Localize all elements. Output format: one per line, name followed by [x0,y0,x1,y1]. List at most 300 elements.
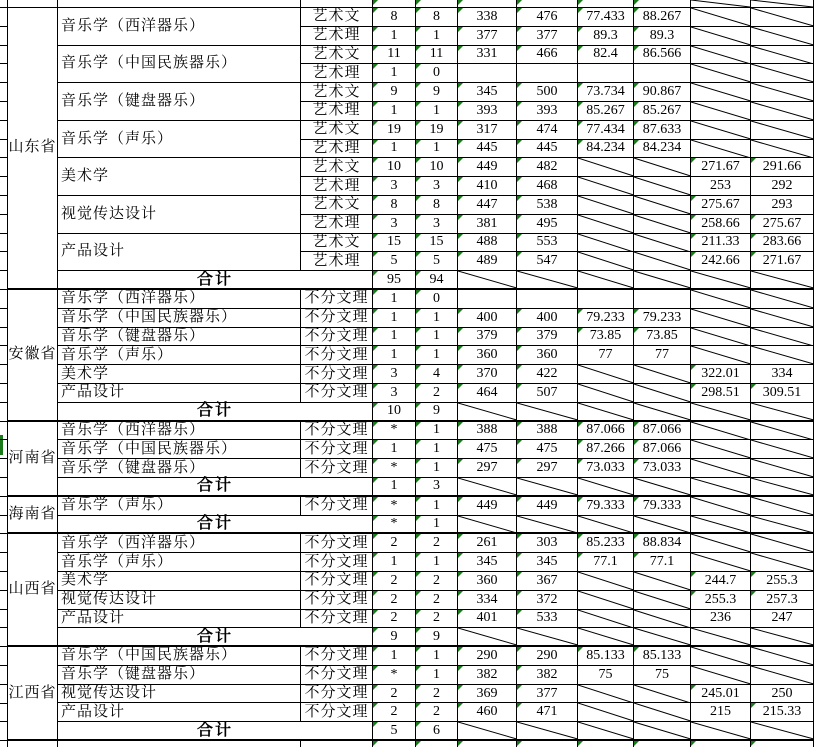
data-cell[interactable] [416,647,458,666]
data-cell[interactable] [517,252,578,271]
province-cell[interactable]: 山西省 [8,534,58,647]
category-cell[interactable]: 不分文理 [301,422,373,441]
major-cell[interactable]: 视觉传达设计 [58,196,301,234]
data-cell[interactable] [458,196,517,215]
data-cell[interactable] [517,196,578,215]
data-cell[interactable] [373,516,416,535]
data-cell[interactable] [634,346,691,365]
data-cell[interactable] [691,610,751,629]
major-cell[interactable]: 音乐学（声乐） [58,346,301,365]
data-cell[interactable] [751,309,814,328]
category-cell[interactable]: 艺术文 [301,234,373,253]
data-cell[interactable] [458,64,517,83]
data-cell[interactable] [416,64,458,83]
data-cell[interactable] [458,290,517,309]
data-cell[interactable] [373,158,416,177]
data-cell[interactable] [416,102,458,121]
data-cell[interactable] [578,102,634,121]
data-cell[interactable] [634,666,691,685]
data-cell[interactable] [416,478,458,497]
data-cell[interactable] [578,309,634,328]
category-cell[interactable]: 艺术文 [301,121,373,140]
major-cell[interactable]: 美术学 [58,572,301,591]
data-cell[interactable] [416,591,458,610]
data-cell[interactable] [373,234,416,253]
data-cell[interactable] [634,516,691,535]
data-cell[interactable] [458,685,517,704]
total-cell[interactable]: 合计 [58,478,373,497]
data-cell[interactable] [458,328,517,347]
data-cell[interactable] [634,234,691,253]
major-cell[interactable]: 视觉传达设计 [58,591,301,610]
data-cell[interactable] [517,271,578,290]
data-cell[interactable] [517,64,578,83]
data-cell[interactable] [373,346,416,365]
data-cell[interactable] [458,27,517,46]
data-cell[interactable] [373,628,416,647]
data-cell[interactable] [517,8,578,27]
data-cell[interactable] [373,572,416,591]
major-cell[interactable]: 音乐学（键盘器乐） [58,666,301,685]
data-cell[interactable] [578,685,634,704]
data-cell[interactable] [416,234,458,253]
major-cell[interactable]: 音乐学（声乐） [58,553,301,572]
data-cell[interactable] [634,27,691,46]
data-cell[interactable] [373,271,416,290]
data-cell[interactable] [458,121,517,140]
data-cell[interactable] [634,422,691,441]
data-cell[interactable] [373,328,416,347]
data-cell[interactable] [517,703,578,722]
data-cell[interactable] [373,478,416,497]
data-cell[interactable] [634,403,691,422]
data-cell[interactable] [416,46,458,65]
data-cell[interactable] [416,365,458,384]
data-cell[interactable] [416,177,458,196]
category-cell[interactable]: 艺术文 [301,196,373,215]
data-cell[interactable] [634,534,691,553]
data-cell[interactable] [517,234,578,253]
data-cell[interactable] [517,685,578,704]
category-cell[interactable]: 艺术文 [301,83,373,102]
data-cell[interactable] [517,27,578,46]
data-cell[interactable] [691,459,751,478]
data-cell[interactable] [517,610,578,629]
data-cell[interactable] [578,384,634,403]
data-cell[interactable] [691,83,751,102]
data-cell[interactable] [458,572,517,591]
data-cell[interactable] [634,722,691,741]
data-cell[interactable] [578,346,634,365]
data-cell[interactable] [416,459,458,478]
data-cell[interactable] [517,215,578,234]
data-cell[interactable] [578,647,634,666]
major-cell[interactable]: 音乐学（西洋器乐） [58,534,301,553]
data-cell[interactable] [634,158,691,177]
category-cell[interactable]: 不分文理 [301,685,373,704]
major-cell[interactable]: 音乐学（西洋器乐） [58,8,301,46]
data-cell[interactable] [416,215,458,234]
data-cell[interactable] [517,290,578,309]
data-cell[interactable] [634,196,691,215]
data-cell[interactable] [373,722,416,741]
data-cell[interactable] [373,647,416,666]
data-cell[interactable] [458,703,517,722]
data-cell[interactable] [416,196,458,215]
province-cell[interactable]: 山东省 [8,8,58,290]
data-cell[interactable] [416,610,458,629]
category-cell[interactable]: 不分文理 [301,553,373,572]
data-cell[interactable] [634,215,691,234]
data-cell[interactable] [751,140,814,159]
data-cell[interactable] [691,722,751,741]
data-cell[interactable] [416,685,458,704]
category-cell[interactable]: 艺术文 [301,158,373,177]
category-cell[interactable]: 艺术理 [301,177,373,196]
data-cell[interactable] [373,365,416,384]
data-cell[interactable] [691,234,751,253]
category-cell[interactable]: 不分文理 [301,309,373,328]
data-cell[interactable] [691,572,751,591]
major-cell[interactable]: 产品设计 [58,384,301,403]
data-cell[interactable] [578,591,634,610]
data-cell[interactable] [751,553,814,572]
data-cell[interactable] [634,102,691,121]
data-cell[interactable] [751,440,814,459]
data-cell[interactable] [634,83,691,102]
data-cell[interactable] [691,534,751,553]
data-cell[interactable] [416,252,458,271]
data-cell[interactable] [416,83,458,102]
data-cell[interactable] [517,365,578,384]
data-cell[interactable] [578,440,634,459]
data-cell[interactable] [751,102,814,121]
data-cell[interactable] [691,271,751,290]
data-cell[interactable] [458,158,517,177]
data-cell[interactable] [373,703,416,722]
major-cell[interactable]: 美术学 [58,365,301,384]
data-cell[interactable] [517,497,578,516]
data-cell[interactable] [458,177,517,196]
data-cell[interactable] [691,403,751,422]
data-cell[interactable] [634,271,691,290]
data-cell[interactable] [578,628,634,647]
total-cell[interactable]: 合计 [58,271,373,290]
total-cell[interactable]: 合计 [58,722,373,741]
data-cell[interactable] [578,64,634,83]
data-cell[interactable] [751,722,814,741]
data-cell[interactable] [578,196,634,215]
data-cell[interactable] [416,309,458,328]
data-cell[interactable] [373,459,416,478]
major-cell[interactable]: 音乐学（键盘器乐） [58,328,301,347]
data-cell[interactable] [691,647,751,666]
data-cell[interactable] [416,8,458,27]
data-cell[interactable] [517,534,578,553]
data-cell[interactable] [373,610,416,629]
data-cell[interactable] [458,252,517,271]
data-cell[interactable] [373,290,416,309]
major-cell[interactable]: 产品设计 [58,234,301,272]
major-cell[interactable]: 产品设计 [58,703,301,722]
data-cell[interactable] [373,384,416,403]
data-cell[interactable] [691,703,751,722]
data-cell[interactable] [517,309,578,328]
data-cell[interactable] [373,140,416,159]
data-cell[interactable] [458,666,517,685]
data-cell[interactable] [578,177,634,196]
major-cell[interactable]: 音乐学（西洋器乐） [58,290,301,309]
data-cell[interactable] [578,572,634,591]
data-cell[interactable] [458,440,517,459]
data-cell[interactable] [416,158,458,177]
category-cell[interactable]: 不分文理 [301,346,373,365]
data-cell[interactable] [578,666,634,685]
data-cell[interactable] [517,440,578,459]
data-cell[interactable] [751,328,814,347]
data-cell[interactable] [458,215,517,234]
data-cell[interactable] [458,309,517,328]
data-cell[interactable] [691,346,751,365]
data-cell[interactable] [578,290,634,309]
data-cell[interactable] [751,516,814,535]
major-cell[interactable]: 音乐学（键盘器乐） [58,459,301,478]
data-cell[interactable] [517,158,578,177]
data-cell[interactable] [634,8,691,27]
category-cell[interactable]: 艺术理 [301,140,373,159]
data-cell[interactable] [578,46,634,65]
data-cell[interactable] [517,177,578,196]
data-cell[interactable] [517,328,578,347]
data-cell[interactable] [751,64,814,83]
data-cell[interactable] [751,591,814,610]
major-cell[interactable]: 音乐学（声乐） [58,497,301,516]
data-cell[interactable] [517,628,578,647]
data-cell[interactable] [691,628,751,647]
data-cell[interactable] [416,290,458,309]
data-cell[interactable] [458,553,517,572]
province-cell[interactable]: 河南省 [8,422,58,497]
data-cell[interactable] [517,478,578,497]
category-cell[interactable]: 艺术理 [301,27,373,46]
data-cell[interactable] [517,459,578,478]
data-cell[interactable] [458,346,517,365]
data-cell[interactable] [578,252,634,271]
data-cell[interactable] [517,422,578,441]
data-cell[interactable] [691,290,751,309]
data-cell[interactable] [691,591,751,610]
data-cell[interactable] [416,422,458,441]
category-cell[interactable]: 不分文理 [301,610,373,629]
data-cell[interactable] [751,215,814,234]
data-cell[interactable] [458,8,517,27]
data-cell[interactable] [517,666,578,685]
data-cell[interactable] [578,553,634,572]
data-cell[interactable] [751,534,814,553]
data-cell[interactable] [458,610,517,629]
data-cell[interactable] [634,553,691,572]
data-cell[interactable] [578,610,634,629]
data-cell[interactable] [751,252,814,271]
data-cell[interactable] [416,346,458,365]
data-cell[interactable] [578,121,634,140]
data-cell[interactable] [751,685,814,704]
data-cell[interactable] [458,722,517,741]
data-cell[interactable] [416,384,458,403]
data-cell[interactable] [691,177,751,196]
data-cell[interactable] [751,384,814,403]
data-cell[interactable] [751,121,814,140]
data-cell[interactable] [634,328,691,347]
data-cell[interactable] [416,666,458,685]
data-cell[interactable] [458,234,517,253]
category-cell[interactable]: 艺术文 [301,46,373,65]
data-cell[interactable] [373,83,416,102]
data-cell[interactable] [634,290,691,309]
data-cell[interactable] [751,196,814,215]
data-cell[interactable] [634,365,691,384]
data-cell[interactable] [578,722,634,741]
data-cell[interactable] [458,271,517,290]
data-cell[interactable] [634,64,691,83]
data-cell[interactable] [416,703,458,722]
data-cell[interactable] [373,309,416,328]
data-cell[interactable] [691,102,751,121]
data-cell[interactable] [691,215,751,234]
data-cell[interactable] [416,271,458,290]
data-cell[interactable] [691,384,751,403]
province-cell[interactable]: 安徽省 [8,290,58,422]
data-cell[interactable] [458,422,517,441]
data-cell[interactable] [691,497,751,516]
total-cell[interactable]: 合计 [58,628,373,647]
category-cell[interactable]: 不分文理 [301,534,373,553]
data-cell[interactable] [634,497,691,516]
data-cell[interactable] [373,440,416,459]
data-cell[interactable] [634,177,691,196]
data-cell[interactable] [634,121,691,140]
major-cell[interactable]: 音乐学（中国民族器乐） [58,309,301,328]
data-cell[interactable] [578,478,634,497]
data-cell[interactable] [373,403,416,422]
data-cell[interactable] [751,478,814,497]
data-cell[interactable] [458,497,517,516]
data-cell[interactable] [751,271,814,290]
data-cell[interactable] [373,591,416,610]
data-cell[interactable] [691,685,751,704]
total-cell[interactable]: 合计 [58,403,373,422]
data-cell[interactable] [373,553,416,572]
data-cell[interactable] [517,647,578,666]
data-cell[interactable] [578,365,634,384]
data-cell[interactable] [751,628,814,647]
category-cell[interactable]: 不分文理 [301,365,373,384]
data-cell[interactable] [691,478,751,497]
data-cell[interactable] [373,8,416,27]
category-cell[interactable]: 艺术文 [301,8,373,27]
major-cell[interactable]: 音乐学（西洋器乐） [58,422,301,441]
data-cell[interactable] [416,497,458,516]
data-cell[interactable] [458,459,517,478]
category-cell[interactable]: 艺术理 [301,215,373,234]
data-cell[interactable] [578,83,634,102]
data-cell[interactable] [517,591,578,610]
data-cell[interactable] [751,177,814,196]
data-cell[interactable] [578,422,634,441]
category-cell[interactable]: 不分文理 [301,497,373,516]
data-cell[interactable] [634,140,691,159]
data-cell[interactable] [578,27,634,46]
data-cell[interactable] [517,403,578,422]
major-cell[interactable]: 美术学 [58,158,301,196]
data-cell[interactable] [517,121,578,140]
data-cell[interactable] [517,384,578,403]
data-cell[interactable] [517,140,578,159]
major-cell[interactable]: 音乐学（键盘器乐） [58,83,301,121]
data-cell[interactable] [458,140,517,159]
data-cell[interactable] [634,647,691,666]
data-cell[interactable] [634,440,691,459]
data-cell[interactable] [751,27,814,46]
data-cell[interactable] [578,459,634,478]
data-cell[interactable] [458,478,517,497]
data-cell[interactable] [751,647,814,666]
data-cell[interactable] [634,591,691,610]
category-cell[interactable]: 艺术理 [301,64,373,83]
data-cell[interactable] [517,516,578,535]
data-cell[interactable] [751,8,814,27]
data-cell[interactable] [691,309,751,328]
data-cell[interactable] [691,516,751,535]
data-cell[interactable] [578,328,634,347]
data-cell[interactable] [751,158,814,177]
data-cell[interactable] [517,572,578,591]
major-cell[interactable]: 视觉传达设计 [58,685,301,704]
category-cell[interactable]: 不分文理 [301,666,373,685]
data-cell[interactable] [517,102,578,121]
category-cell[interactable]: 不分文理 [301,440,373,459]
data-cell[interactable] [458,534,517,553]
category-cell[interactable]: 艺术理 [301,102,373,121]
data-cell[interactable] [691,365,751,384]
data-cell[interactable] [416,140,458,159]
data-cell[interactable] [634,703,691,722]
data-cell[interactable] [751,422,814,441]
data-cell[interactable] [751,234,814,253]
data-cell[interactable] [691,27,751,46]
data-cell[interactable] [578,271,634,290]
data-cell[interactable] [373,46,416,65]
data-cell[interactable] [578,534,634,553]
data-cell[interactable] [458,591,517,610]
data-cell[interactable] [416,403,458,422]
data-cell[interactable] [373,121,416,140]
data-cell[interactable] [416,27,458,46]
data-cell[interactable] [416,121,458,140]
data-cell[interactable] [634,478,691,497]
data-cell[interactable] [691,121,751,140]
data-cell[interactable] [578,403,634,422]
data-cell[interactable] [416,328,458,347]
data-cell[interactable] [416,722,458,741]
data-cell[interactable] [691,440,751,459]
data-cell[interactable] [458,516,517,535]
data-cell[interactable] [517,346,578,365]
data-cell[interactable] [634,309,691,328]
data-cell[interactable] [634,459,691,478]
data-cell[interactable] [634,46,691,65]
data-cell[interactable] [373,196,416,215]
